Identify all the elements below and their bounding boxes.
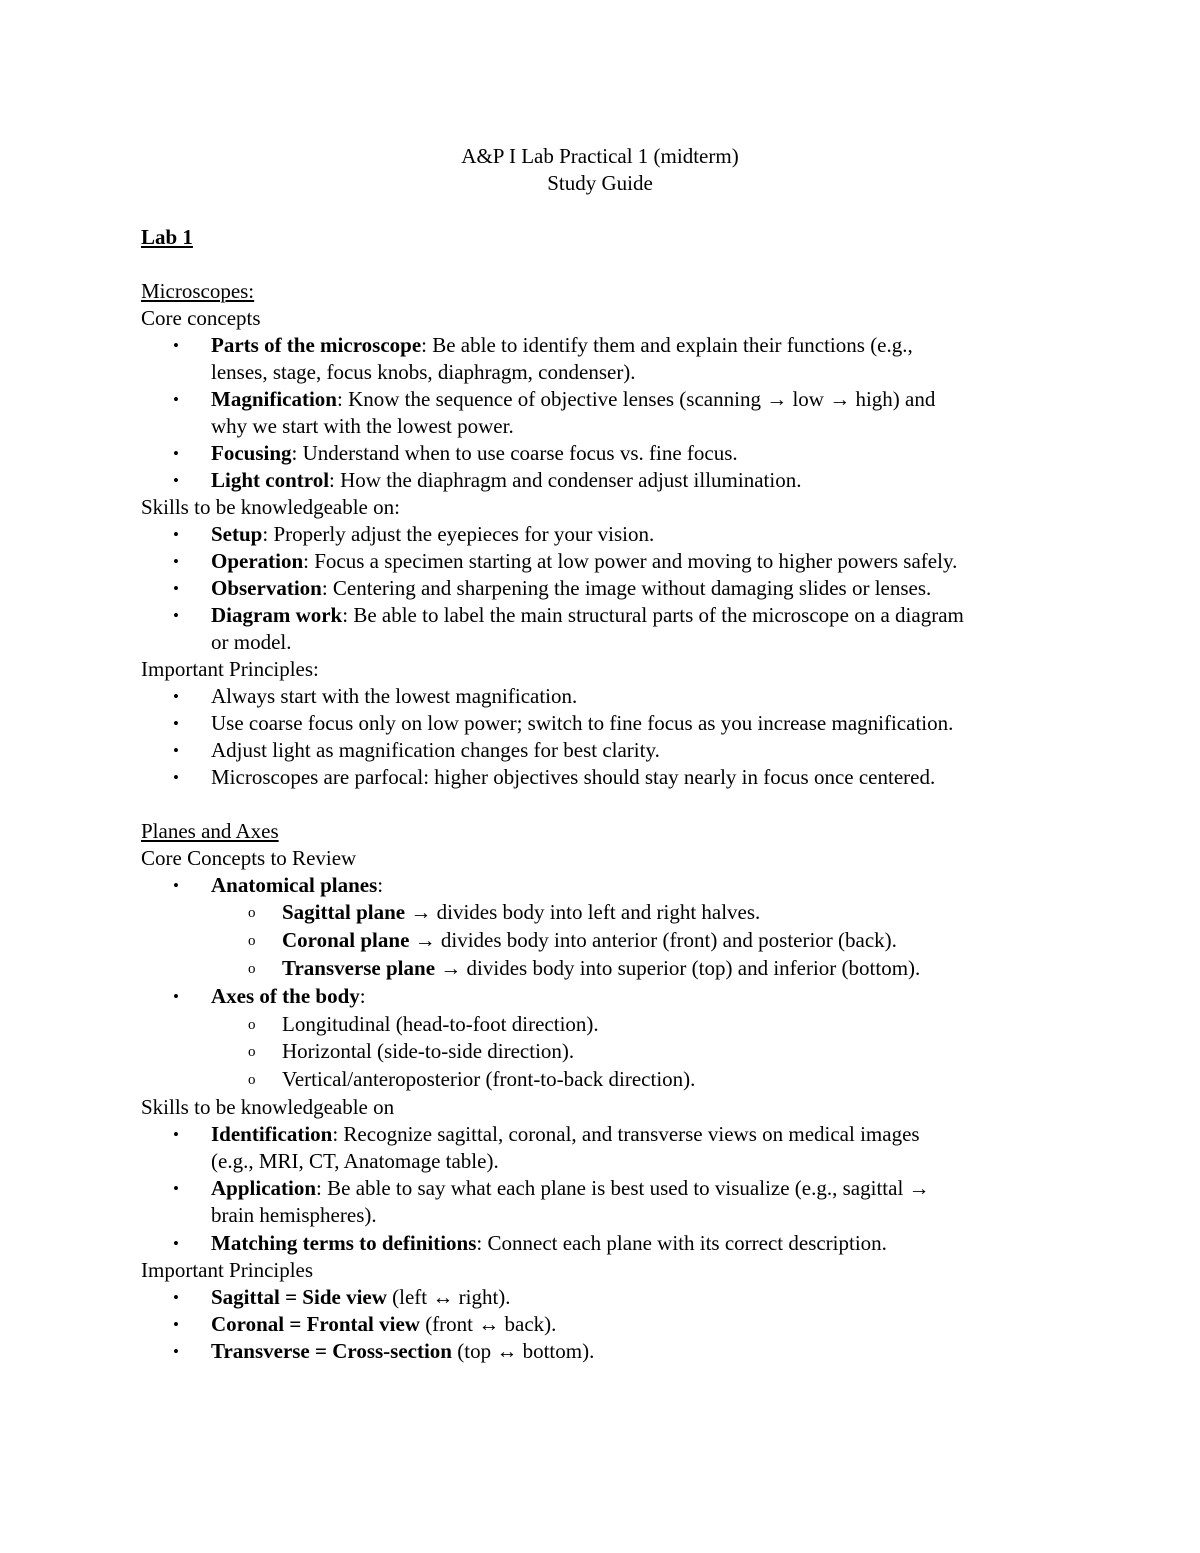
list-item: Adjust light as magnification changes for best clarity. xyxy=(211,738,660,762)
list-item: Diagram work: Be able to label the main structural parts of the microscope on a diagram xyxy=(211,603,964,627)
list-item: Identification: Recognize sagittal, coronal, and transverse views on medical images xyxy=(211,1122,920,1146)
list-item: Focusing: Understand when to use coarse focus vs. fine focus. xyxy=(211,441,738,465)
list-item: Observation: Centering and sharpening the image without damaging slides or lenses. xyxy=(211,576,932,600)
list-item: Matching terms to definitions: Connect each plane with its correct description. xyxy=(211,1231,887,1255)
document-title: A&P I Lab Practical 1 (midterm) xyxy=(461,144,739,168)
bullet: • xyxy=(173,714,179,733)
bullet: • xyxy=(173,444,179,463)
list-item-continuation: brain hemispheres). xyxy=(211,1203,377,1227)
planes-core-label: Core Concepts to Review xyxy=(141,846,357,870)
sub-list-item: Transverse plane → divides body into superior (top) and inferior (bottom). xyxy=(282,956,921,980)
bullet: • xyxy=(173,552,179,571)
bullet: • xyxy=(173,579,179,598)
list-item: Always start with the lowest magnification. xyxy=(211,684,578,708)
list-item: Axes of the body: xyxy=(211,984,366,1008)
bullet: • xyxy=(173,471,179,490)
list-item: Parts of the microscope: Be able to identify them and explain their functions (e.g., xyxy=(211,333,913,357)
list-item-continuation: (e.g., MRI, CT, Anatomage table). xyxy=(211,1149,499,1173)
lab-heading: Lab 1 xyxy=(141,225,193,249)
list-item: Setup: Properly adjust the eyepieces for your vision. xyxy=(211,522,655,546)
list-item: Sagittal = Side view (left ↔ right). xyxy=(211,1285,511,1309)
sub-bullet: o xyxy=(248,933,256,949)
list-item: Anatomical planes: xyxy=(211,873,384,897)
list-item: Coronal = Frontal view (front ↔ back). xyxy=(211,1312,557,1336)
bullet: • xyxy=(173,1288,179,1307)
sub-list-item: Horizontal (side-to-side direction). xyxy=(282,1039,575,1063)
list-item-continuation: why we start with the lowest power. xyxy=(211,414,514,438)
list-item: Microscopes are parfocal: higher objectives should stay nearly in focus once centered. xyxy=(211,765,936,789)
bullet: • xyxy=(173,1179,179,1198)
list-item: Application: Be able to say what each plane is best used to visualize (e.g., sagittal → xyxy=(211,1176,930,1200)
sub-list-item: Longitudinal (head-to-foot direction). xyxy=(282,1012,599,1036)
list-item: Transverse = Cross-section (top ↔ bottom). xyxy=(211,1339,595,1363)
bullet: • xyxy=(173,1342,179,1361)
list-item-continuation: lenses, stage, focus knobs, diaphragm, condenser). xyxy=(211,360,636,384)
bullet: • xyxy=(173,525,179,544)
list-item: Use coarse focus only on low power; switch to fine focus as you increase magnification. xyxy=(211,711,954,735)
list-item-continuation: or model. xyxy=(211,630,292,654)
bullet: • xyxy=(173,987,179,1006)
planes-skills-label: Skills to be knowledgeable on xyxy=(141,1095,395,1119)
bullet: • xyxy=(173,1234,179,1253)
sub-bullet: o xyxy=(248,1017,256,1033)
list-item: Magnification: Know the sequence of objective lenses (scanning → low → high) and xyxy=(211,387,936,411)
sub-list-item: Sagittal plane → divides body into left and right halves. xyxy=(282,900,761,924)
bullet: • xyxy=(173,1125,179,1144)
microscopes-principles-label: Important Principles: xyxy=(141,657,319,681)
microscopes-heading: Microscopes: xyxy=(141,279,255,303)
list-item: Light control: How the diaphragm and condenser adjust illumination. xyxy=(211,468,802,492)
microscopes-core-label: Core concepts xyxy=(141,306,261,330)
document-subtitle: Study Guide xyxy=(547,171,653,195)
bullet: • xyxy=(173,768,179,787)
microscopes-skills-label: Skills to be knowledgeable on: xyxy=(141,495,400,519)
list-item: Operation: Focus a specimen starting at low power and moving to higher powers safely. xyxy=(211,549,958,573)
planes-heading: Planes and Axes xyxy=(141,819,279,843)
bullet: • xyxy=(173,876,179,895)
sub-bullet: o xyxy=(248,1072,256,1088)
sub-bullet: o xyxy=(248,1044,256,1060)
sub-bullet: o xyxy=(248,961,256,977)
bullet: • xyxy=(173,741,179,760)
bullet: • xyxy=(173,1315,179,1334)
sub-list-item: Coronal plane → divides body into anterior (front) and posterior (back). xyxy=(282,928,897,952)
sub-bullet: o xyxy=(248,905,256,921)
bullet: • xyxy=(173,687,179,706)
planes-principles-label: Important Principles xyxy=(141,1258,314,1282)
bullet: • xyxy=(173,390,179,409)
bullet: • xyxy=(173,336,179,355)
bullet: • xyxy=(173,606,179,625)
sub-list-item: Vertical/anteroposterior (front-to-back direction). xyxy=(282,1067,696,1091)
